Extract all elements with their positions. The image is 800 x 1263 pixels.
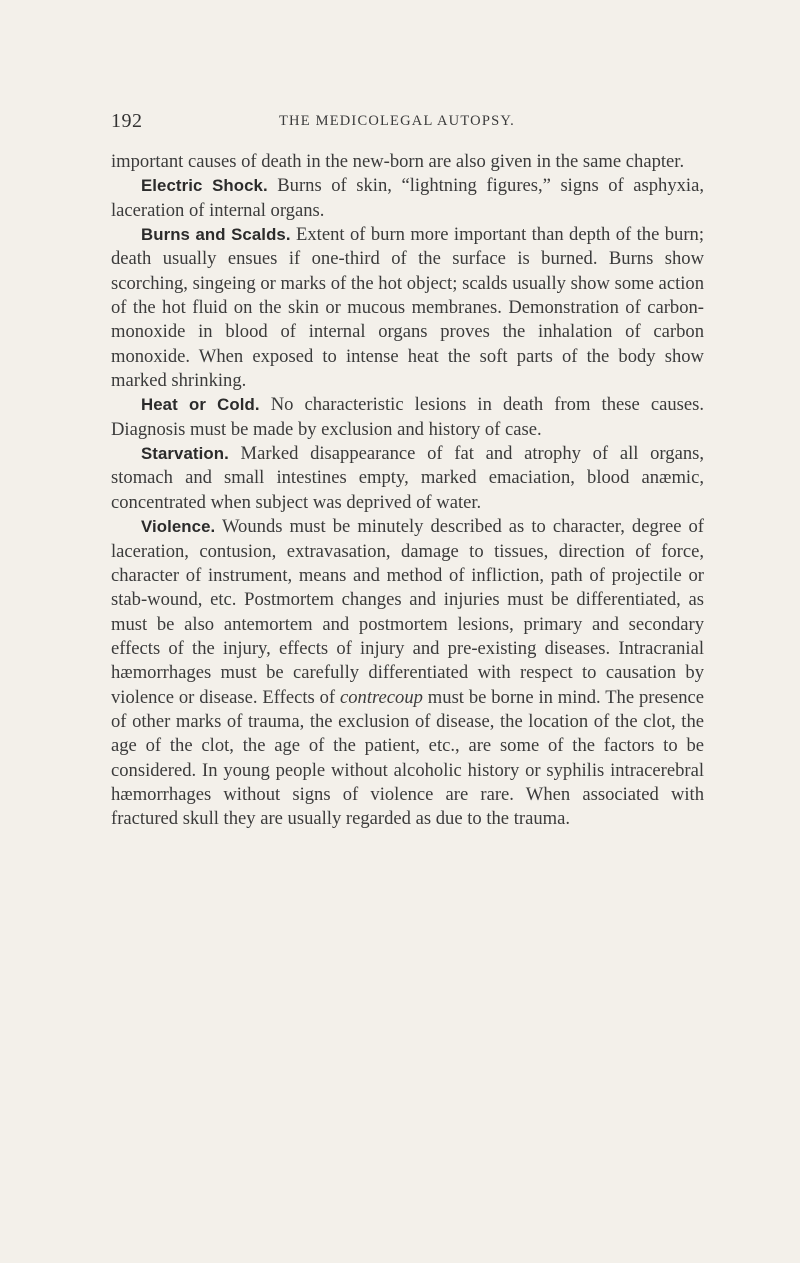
section-starvation <box>111 442 704 515</box>
section-text: No characteristic lesions in death from these causes. Diagnosis must be made by exclusion and history of case. <box>111 394 704 440</box>
intro-paragraph <box>111 150 704 174</box>
section-heading: Violence. <box>141 517 216 537</box>
section-electric-shock <box>111 174 704 223</box>
section-heat-or-cold <box>111 393 704 442</box>
section-text: Marked disappearance of fat and atrophy of all organs, stomach and small intestines empty, marked emaciation, blood anæmic, concentrated when subject was deprived of water. <box>111 443 705 513</box>
running-head <box>111 110 703 134</box>
section-heading: Burns and Scalds. <box>141 225 291 245</box>
intro-text: important causes of death in the new-born are also given in the same chapter. <box>111 151 685 172</box>
section-violence <box>111 515 704 831</box>
section-heading: Starvation. <box>141 444 229 464</box>
section-text: Wounds must be minutely described as to character, degree of laceration, contusion, extravasation, damage to tissues, direction of force, character of instrument, means and method of infliction, path of projectile or stab-wound, etc. Postmortem changes and injuries must be differentiated, as must be also antemortem and postmortem lesions, primary and secondary effects of the injury, effects of injury and pre-existing diseases. Intracranial hæmorrhages must be carefully differentiated with respect to causation by violence or disease. Effects of <box>111 516 704 708</box>
section-burns-and-scalds <box>111 223 704 393</box>
section-text-continued: must be borne in mind. The presence of other marks of trauma, the exclusion of disease, the location of the clot, the age of the clot, the age of the patient, etc., are some of the factors to be considered. In young people without alcoholic history or syphilis intracerebral hæmorrhages without signs of violence are rare. When associated with fractured skull they are usually regarded as due to the trauma. <box>111 686 705 830</box>
section-heading: Electric Shock. <box>141 176 268 196</box>
section-text: Extent of burn more important than depth of the burn; death usually ensues if one-third of the surface is burned. Burns show scorching, singeing or marks of the hot object; scalds usually show some action of the hot fluid on the skin or mucous membranes. Demonstration of carbon-monoxide in blood of internal organs proves the inhalation of carbon monoxide. When exposed to intense heat the soft parts of the body show marked shrinking. <box>111 224 704 392</box>
section-heading: Heat or Cold. <box>141 395 260 415</box>
section-text: Burns of skin, “lightning figures,” signs of asphyxia, laceration of internal organs. <box>111 175 704 221</box>
page-number: 192 <box>111 110 143 132</box>
body-text <box>111 150 704 832</box>
italic-term: contrecoup <box>339 686 423 708</box>
running-title: THE MEDICOLEGAL AUTOPSY. <box>279 113 515 129</box>
